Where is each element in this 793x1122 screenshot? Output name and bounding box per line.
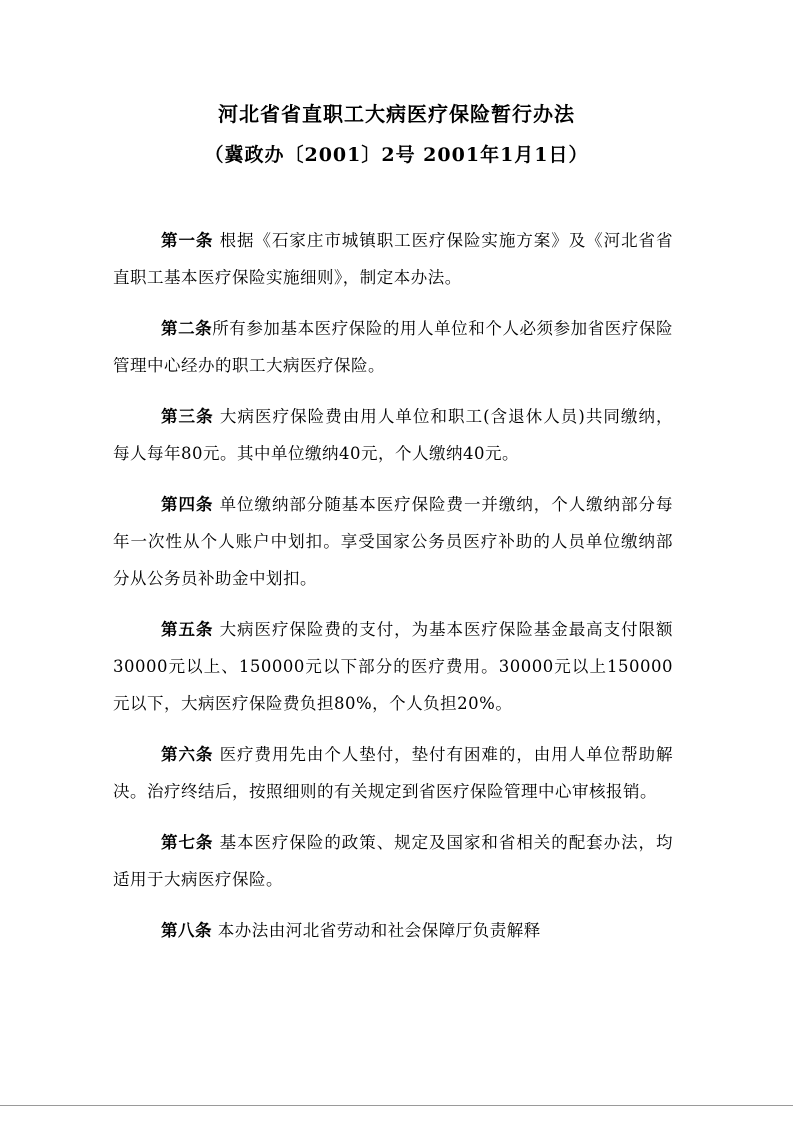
article-3 <box>113 398 673 472</box>
article-text: 医疗费用先由个人垫付，垫付有困难的，由用人单位帮助解决。治疗终结后，按照细则的有关规定到省医疗保险管理中心审核报销。 <box>113 745 673 801</box>
article-8 <box>113 912 673 949</box>
article-label: 第五条 <box>161 620 214 639</box>
article-text: 大病医疗保险费由用人单位和职工(含退休人员)共同缴纳，每人每年80元。其中单位缴纳40元，个人缴纳40元。 <box>113 407 673 463</box>
article-2 <box>113 310 673 384</box>
article-list <box>113 222 673 963</box>
article-text: 根据《石家庄市城镇职工医疗保险实施方案》及《河北省省直职工基本医疗保险实施细则》，制定本办法。 <box>113 231 673 287</box>
article-text: 本办法由河北省劳动和社会保障厅负责解释 <box>212 921 541 940</box>
article-label: 第七条 <box>161 833 214 852</box>
page-bottom-divider <box>0 1105 793 1106</box>
article-label: 第八条 <box>161 921 212 940</box>
article-label: 第二条 <box>161 319 213 338</box>
article-6 <box>113 736 673 810</box>
article-text: 基本医疗保险的政策、规定及国家和省相关的配套办法，均适用于大病医疗保险。 <box>113 833 673 889</box>
article-4 <box>113 486 673 597</box>
article-label: 第一条 <box>161 231 214 250</box>
article-text: 单位缴纳部分随基本医疗保险费一并缴纳，个人缴纳部分每年一次性从个人账户中划扣。享受国家公务员医疗补助的人员单位缴纳部分从公务员补助金中划扣。 <box>113 495 673 588</box>
article-text: 所有参加基本医疗保险的用人单位和个人必须参加省医疗保险管理中心经办的职工大病医疗保险。 <box>113 319 674 375</box>
document-title: 河北省省直职工大病医疗保险暂行办法 <box>218 102 575 126</box>
article-text: 大病医疗保险费的支付，为基本医疗保险基金最高支付限额30000元以上、150000元以下部分的医疗费用。30000元以上150000元以下，大病医疗保险费负担80%，个人负担20%。 <box>113 620 673 713</box>
article-1 <box>113 222 673 296</box>
article-label: 第三条 <box>161 407 214 426</box>
article-label: 第六条 <box>161 745 214 764</box>
document-subtitle: （冀政办〔2001〕2号 2001年1月1日） <box>204 144 589 166</box>
article-label: 第四条 <box>161 495 214 514</box>
article-5 <box>113 611 673 722</box>
article-7 <box>113 824 673 898</box>
